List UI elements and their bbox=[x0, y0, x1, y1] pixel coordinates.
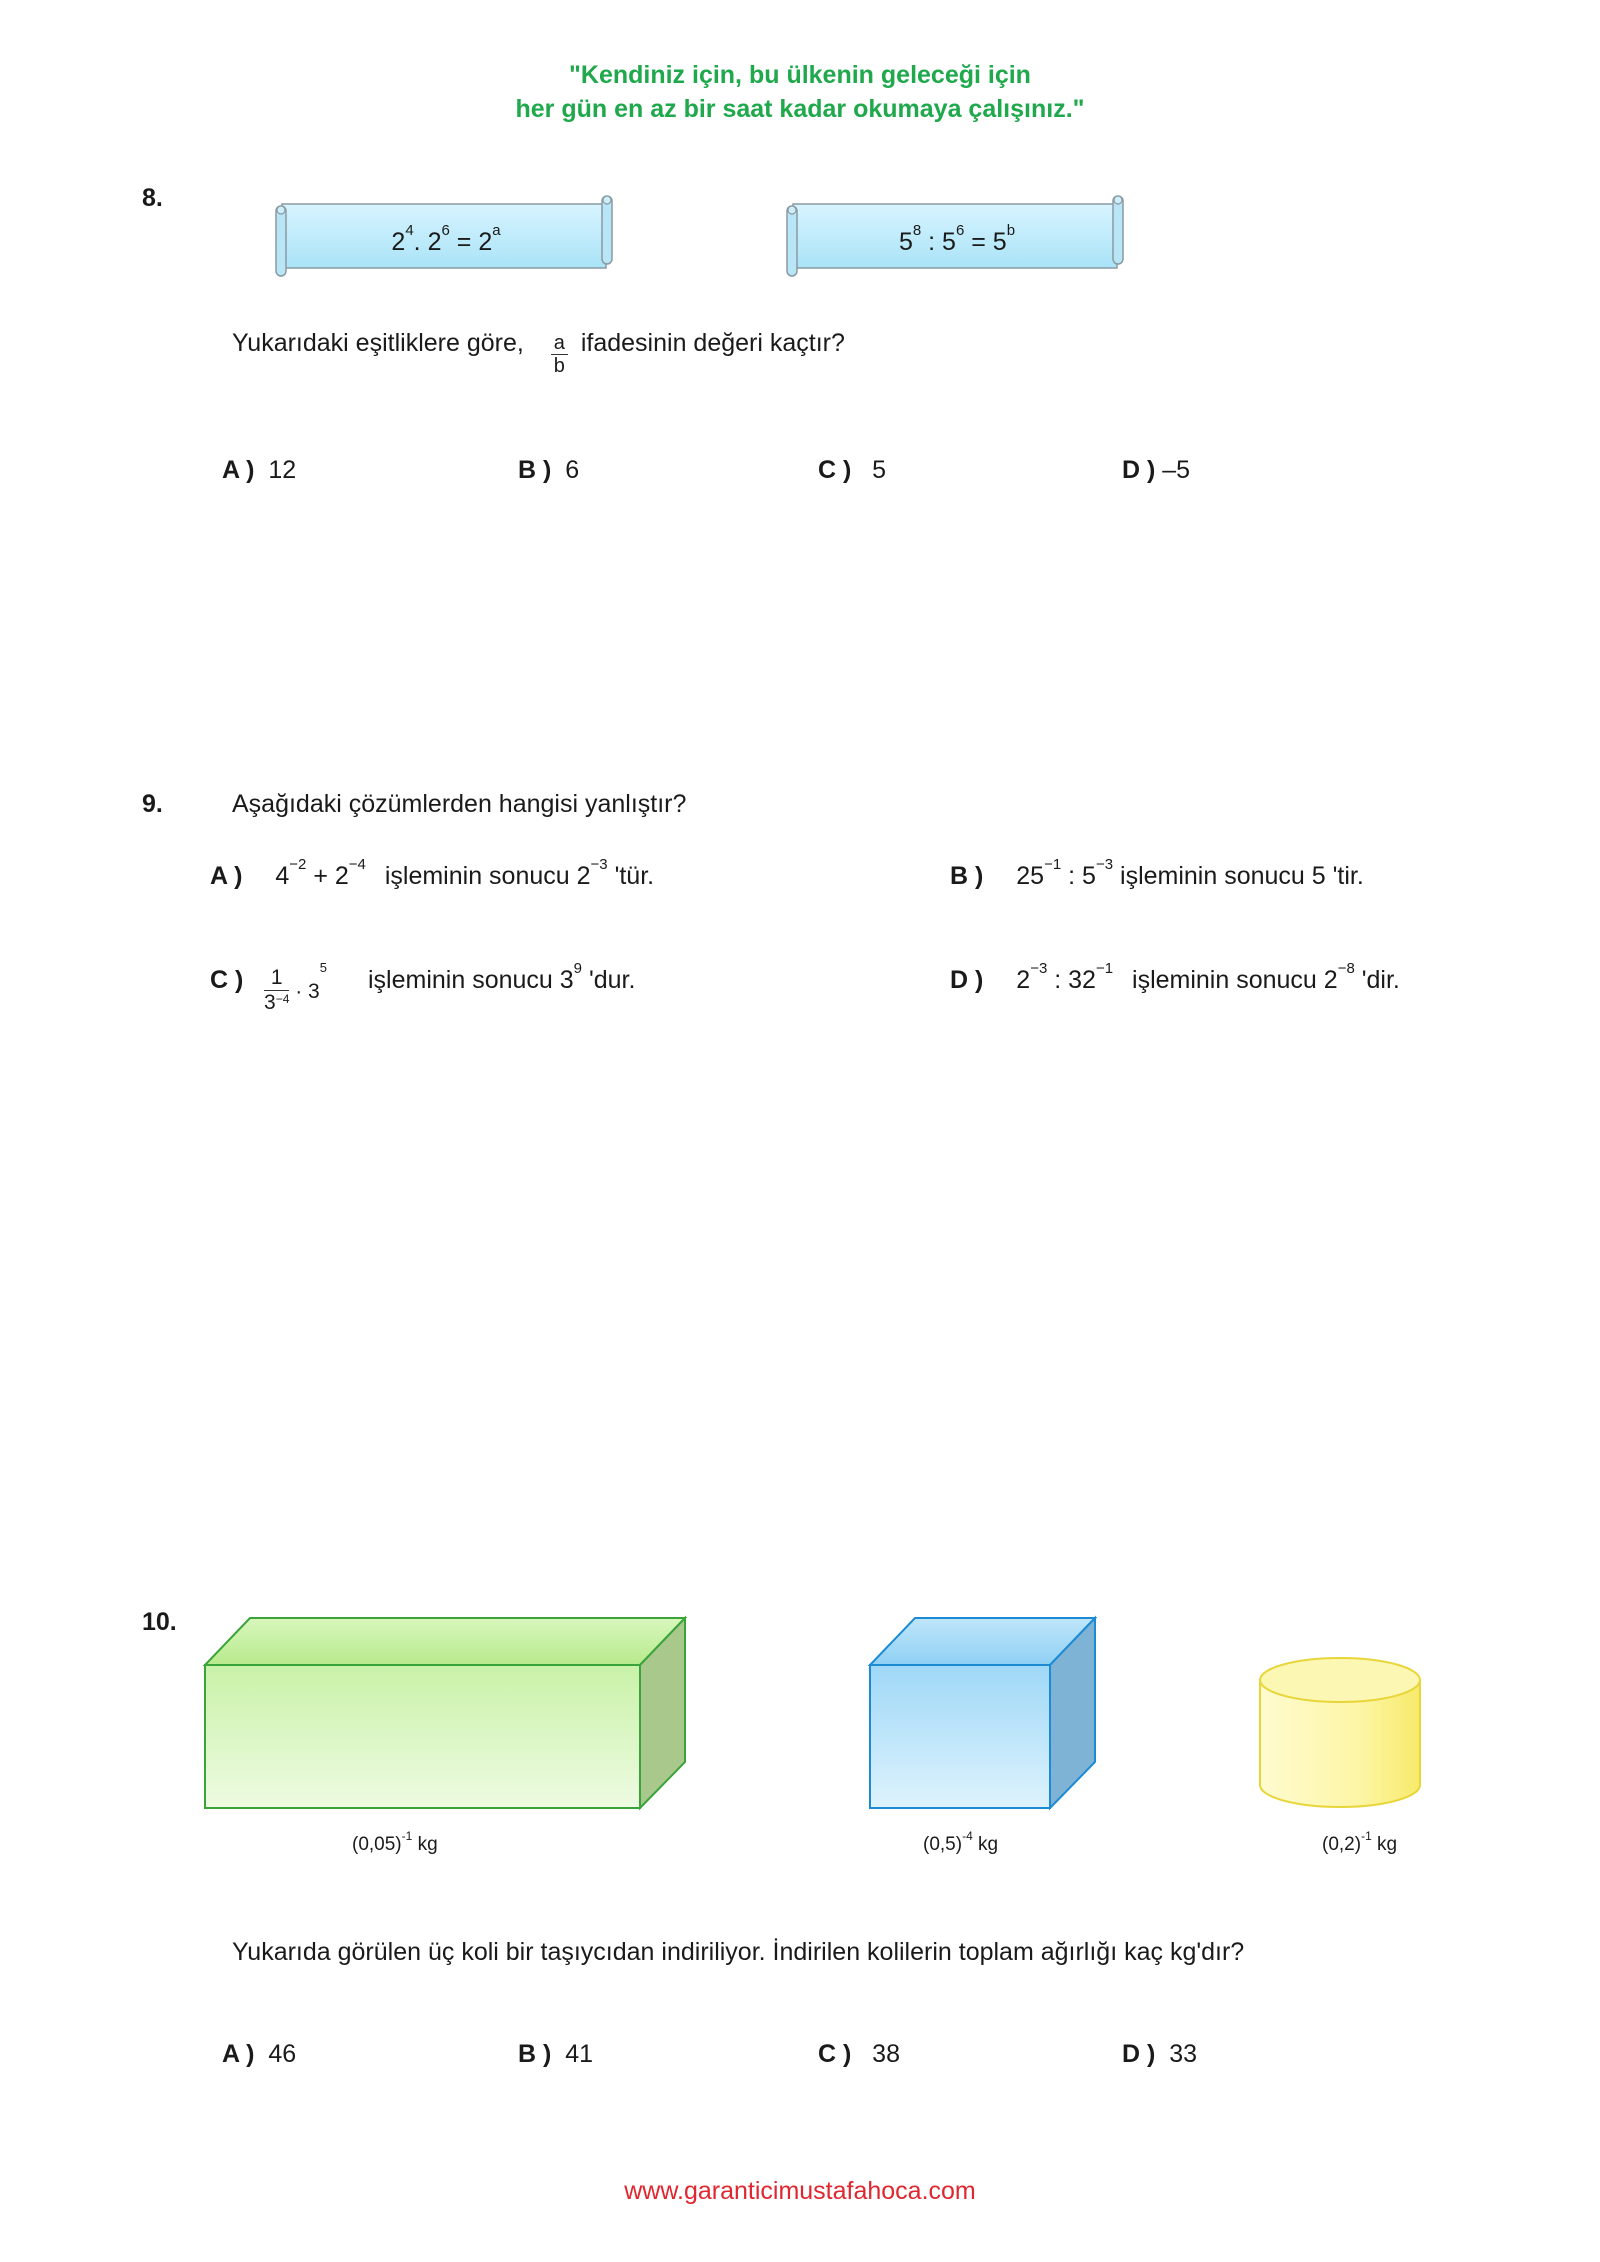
q8-option-d[interactable] bbox=[1122, 456, 1190, 485]
q8-question-pre: Yukarıdaki eşitliklere göre, bbox=[232, 329, 524, 358]
motivational-quote bbox=[0, 58, 1600, 126]
eq2-base-1: 5 bbox=[898, 228, 913, 256]
fraction-denominator: b bbox=[553, 355, 565, 377]
eq1-exp-2: 6 bbox=[441, 222, 450, 239]
question-9-text: Aşağıdaki çözümlerden hangisi yanlıştır? bbox=[232, 790, 687, 818]
option-label: C ) bbox=[818, 456, 852, 484]
opt-b-exp-2: −3 bbox=[1095, 856, 1114, 873]
q9-option-c[interactable] bbox=[210, 966, 243, 995]
eq1-exp-3: a bbox=[492, 222, 501, 239]
opt-a-base: 4 bbox=[275, 862, 290, 890]
eq1-operator: . bbox=[413, 228, 428, 256]
weights-illustration bbox=[195, 1615, 1435, 1835]
q9-c-den-base: 3 bbox=[264, 991, 276, 1014]
opt-b-base: 25 bbox=[1016, 862, 1045, 890]
box-2-exp: -4 bbox=[962, 1829, 973, 1843]
box-2-unit: kg bbox=[972, 1834, 999, 1855]
opt-d-exp-1: −3 bbox=[1030, 960, 1048, 977]
eq1-exp-1: 4 bbox=[405, 222, 414, 239]
option-label: B ) bbox=[950, 862, 984, 890]
eq1-base-2: 2 bbox=[427, 228, 442, 256]
box-2-base: (0,5) bbox=[923, 1834, 963, 1855]
eq1-base-3: 2 bbox=[478, 228, 493, 256]
quote-line-2: her gün en az bir saat kadar okumaya çalışınız." bbox=[515, 95, 1085, 123]
eq2-operator: : bbox=[921, 228, 943, 256]
opt-a-mid: + 2 bbox=[306, 862, 349, 890]
opt-b-exp-1: −1 bbox=[1044, 856, 1062, 873]
q10-option-d[interactable] bbox=[1122, 2040, 1197, 2069]
opt-d-exp-2: −1 bbox=[1095, 960, 1114, 977]
opt-a-exp-2: −4 bbox=[348, 856, 366, 873]
equation-scroll-1 bbox=[272, 192, 620, 282]
option-value: 38 bbox=[872, 2040, 900, 2068]
box-1-weight-label bbox=[352, 1829, 438, 1856]
option-value: 33 bbox=[1169, 2040, 1198, 2068]
eq2-base-3: 5 bbox=[992, 228, 1007, 256]
eq2-exp-2: 6 bbox=[955, 222, 965, 239]
equation-2 bbox=[783, 222, 1131, 257]
eq1-equals: = bbox=[449, 228, 479, 256]
q9-c-text bbox=[368, 960, 636, 995]
question-9-number: 9. bbox=[142, 790, 163, 818]
opt-b-text: işleminin sonucu 5 'tir. bbox=[1113, 862, 1364, 890]
option-label: A ) bbox=[222, 2040, 255, 2068]
box-2-weight-label bbox=[923, 1829, 999, 1856]
box-1-base: (0,05) bbox=[352, 1834, 402, 1855]
fraction-numerator: a bbox=[551, 332, 568, 355]
opt-a-text-2: 'tür. bbox=[607, 862, 655, 890]
option-value: 5 bbox=[872, 456, 887, 484]
q9-c-multiplier: · 3 bbox=[295, 980, 320, 1004]
quote-line-1: "Kendiniz için, bu ülkenin geleceği için bbox=[569, 61, 1031, 89]
opt-c-exp: 9 bbox=[573, 960, 583, 977]
q8-option-a[interactable] bbox=[222, 456, 296, 485]
option-label: D ) bbox=[1122, 456, 1156, 484]
q9-c-numerator: 1 bbox=[264, 966, 289, 991]
opt-d-text-2: 'dir. bbox=[1354, 966, 1400, 994]
option-label: C ) bbox=[210, 966, 244, 994]
q9-option-b[interactable] bbox=[950, 856, 1364, 891]
box-3-unit: kg bbox=[1371, 1834, 1398, 1855]
opt-d-mid: : 32 bbox=[1047, 966, 1096, 994]
q9-option-a[interactable] bbox=[210, 856, 655, 891]
q9-option-d[interactable] bbox=[950, 960, 1400, 995]
box-1-unit: kg bbox=[412, 1834, 438, 1855]
q8-question-post: ifadesinin değeri kaçtır? bbox=[580, 329, 845, 358]
equation-scroll-2 bbox=[783, 192, 1131, 282]
q9-c-denominator bbox=[264, 991, 289, 1015]
opt-a-exp-3: −3 bbox=[590, 856, 608, 873]
option-label: D ) bbox=[950, 966, 984, 994]
option-value: 6 bbox=[565, 456, 580, 484]
yellow-cylinder bbox=[1260, 1658, 1420, 1807]
question-8-text bbox=[232, 322, 845, 377]
option-value: –5 bbox=[1162, 456, 1191, 484]
option-label: B ) bbox=[518, 456, 552, 484]
eq2-base-2: 5 bbox=[942, 228, 956, 256]
opt-b-mid: : 5 bbox=[1061, 862, 1096, 890]
blue-cube bbox=[870, 1618, 1095, 1808]
q10-option-c[interactable] bbox=[818, 2040, 900, 2069]
question-10-number: 10. bbox=[142, 1608, 177, 1636]
q9-c-den-exp: −4 bbox=[275, 992, 290, 1006]
box-3-base: (0,2) bbox=[1322, 1834, 1362, 1855]
opt-c-text-1: işleminin sonucu 3 bbox=[368, 966, 574, 994]
equation-1 bbox=[272, 222, 620, 257]
opt-d-base: 2 bbox=[1016, 966, 1031, 994]
question-10-text: Yukarıda görülen üç koli bir taşıycıdan indiriliyor. İndirilen kolilerin toplam ağırlığı kaç kg'dır? bbox=[232, 1938, 1245, 1966]
box-1-exp: -1 bbox=[401, 1829, 413, 1843]
option-label: C ) bbox=[818, 2040, 852, 2068]
opt-d-text-1: işleminin sonucu 2 bbox=[1132, 966, 1338, 994]
opt-a-text-1: işleminin sonucu 2 bbox=[384, 862, 591, 890]
q10-option-a[interactable] bbox=[222, 2040, 296, 2069]
eq1-base-1: 2 bbox=[391, 228, 406, 256]
option-value: 46 bbox=[268, 2040, 297, 2068]
opt-a-exp-1: −2 bbox=[289, 856, 307, 873]
q9-c-multiplier-exp: 5 bbox=[319, 960, 327, 975]
box-3-weight-label bbox=[1322, 1829, 1398, 1856]
opt-c-text-2: 'dur. bbox=[582, 966, 636, 994]
option-value: 41 bbox=[565, 2040, 594, 2068]
q10-option-b[interactable] bbox=[518, 2040, 593, 2069]
opt-d-exp-3: −8 bbox=[1337, 960, 1355, 977]
option-label: A ) bbox=[222, 456, 255, 484]
option-label: D ) bbox=[1122, 2040, 1156, 2068]
question-8-number: 8. bbox=[142, 184, 163, 212]
green-box bbox=[205, 1618, 685, 1808]
option-value: 12 bbox=[268, 456, 297, 484]
q9-c-fraction bbox=[264, 966, 289, 1015]
fraction-a-over-b bbox=[551, 332, 568, 377]
q8-option-c[interactable] bbox=[818, 456, 886, 485]
footer-website-link[interactable]: www.garanticimustafahoca.com bbox=[624, 2177, 976, 2205]
option-label: B ) bbox=[518, 2040, 552, 2068]
option-label: A ) bbox=[210, 862, 243, 890]
q8-option-b[interactable] bbox=[518, 456, 579, 485]
box-3-exp: -1 bbox=[1361, 1829, 1372, 1843]
eq2-exp-3: b bbox=[1006, 222, 1016, 239]
q9-c-expression bbox=[264, 960, 327, 1015]
eq2-exp-1: 8 bbox=[912, 222, 922, 239]
eq2-equals: = bbox=[964, 228, 993, 256]
